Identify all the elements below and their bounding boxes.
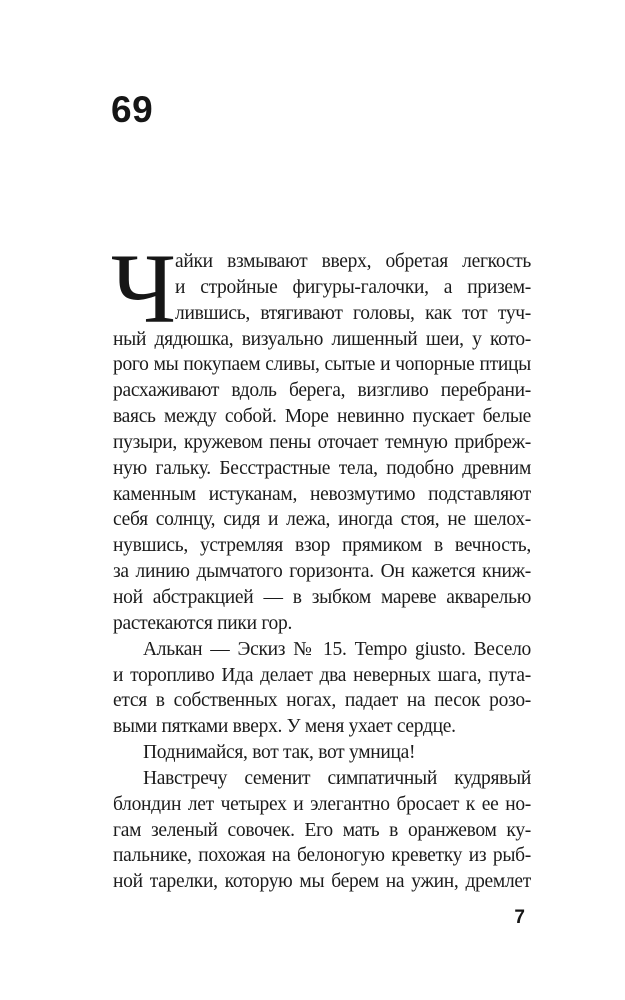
chapter-number: 69 xyxy=(111,89,154,130)
text-block xyxy=(111,233,531,895)
text-line: и стройные фигуры-галочки, а призем- xyxy=(175,276,531,298)
text-line: лившись, втягивают головы, как тот туч- xyxy=(175,302,531,324)
text-line: ваясь между собой. Море невинно пускает белые xyxy=(113,406,531,428)
paragraph-3 xyxy=(113,740,531,766)
text-line: ный дядюшка, визуально лишенный шеи, у кото- xyxy=(113,328,531,350)
page-number: 7 xyxy=(514,907,525,928)
text-line: ется в собственных ногах, падает на песок розо- xyxy=(113,690,531,712)
text-line: и торопливо Ида делает два неверных шага, пута- xyxy=(113,664,531,686)
text-line: выми пятками вверх. У меня ухает сердце. xyxy=(113,716,456,738)
text-line: растекаются пики гор. xyxy=(113,612,293,634)
text-line: рого мы покупаем сливы, сытые и чопорные птицы xyxy=(113,354,531,376)
text-line: ной тарелки, которую мы берем на ужин, дремлет xyxy=(113,871,531,893)
text-line: ную гальку. Бесстрастные тела, подобно древним xyxy=(113,457,531,479)
text-line: ной абстракцией — в зыбком мареве акварелью xyxy=(113,586,531,608)
text-line: Поднимайся, вот так, вот умница! xyxy=(143,742,416,764)
text-line: блондин лет четырех и элегантно бросает к ее но- xyxy=(113,793,531,815)
paragraph-2 xyxy=(113,637,531,740)
paragraph-1 xyxy=(111,233,531,637)
text-line: пузыри, кружевом пены оточает темную прибреж- xyxy=(113,431,531,453)
paragraph-4 xyxy=(113,766,531,895)
text-line: каменным истуканам, невозмутимо подставляют xyxy=(113,483,531,505)
text-line: за линию дымчатого горизонта. Он кажется книж- xyxy=(113,561,531,583)
text-line: себя солнцу, сидя и лежа, иногда стоя, не шелох- xyxy=(113,509,531,531)
text-line: расхаживают вдоль берега, визгливо перебрани- xyxy=(113,380,531,402)
text-line: гам зеленый совочек. Его мать в оранжевом ку- xyxy=(113,819,531,841)
text-line: нувшись, устремляя взор прямиком в вечность, xyxy=(113,535,531,557)
text-line: Навстречу семенит симпатичный кудрявый xyxy=(143,767,531,789)
text-line: пальнике, похожая на белоногую креветку из рыб- xyxy=(113,845,531,867)
drop-cap: Ч xyxy=(111,233,176,344)
text-line: айки взмывают вверх, обретая легкость xyxy=(175,251,531,272)
text-line: Алькан — Эскиз № 15. Tempo giusto. Весело xyxy=(143,638,531,660)
